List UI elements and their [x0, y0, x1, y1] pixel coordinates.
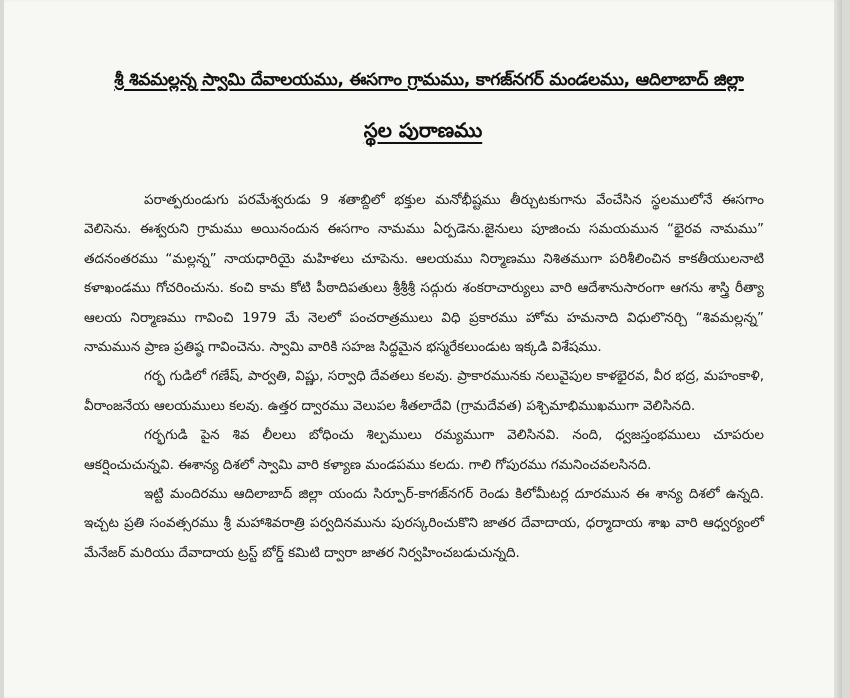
- temple-heading: శ్రీ శివమల్లన్న స్వామి దేవాలయము, ఈసగాం గ్రామము, కాగజ్‌నగర్ మండలము, ఆదిలాబాద్ జిల్లా: [114, 70, 744, 90]
- document-page: [4, 0, 842, 698]
- paragraph-1: పరాత్పరుండుగు పరమేశ్వరుడు 9 శతాబ్దిలో భక్తుల మనోభీష్టము తీర్చుటకుగాను వేంచేసిన స్థలములోనే ఈసగాం వెలిసెను. ఈశ్వరుని గ్రామము అయినందున ఈసగాం నామము ఏర్పడెను.జైనులు పూజించు సమయమున “భైరవ నామము” తదనంతరము “మల్లన్న” నాయధారియై మహిళలు చూపెను. ఆలయము నిర్మాణము నిశితముగా పరిశీలించిన కాకతీయులనాటి కళాఖండము గోచరించును. కంచి కామ కోటి పీఠాదిపతులు శ్రీశ్రీశ్రీ సద్గురు శంకరాచార్యులు వారి ఆదేశానుసారంగా ఆగను శాస్త్రి రీత్యా ఆలయ నిర్మాణము గావించి 1979 మే నెలలో పంచరాత్రములు విధి ప్రకారము హోమ హమనాది విధులొనర్చి “శివమల్లన్న” నామమున ప్రాణ ప్రతిష్ఠ గావించెను. స్వామి వారికి సహజ సిద్ధమైన భస్మరేకలుండుట ఇక్కడి విశేషము.: [84, 192, 764, 356]
- page-edge-shadow: [834, 0, 842, 698]
- paragraph-4: ఇట్టి మందిరము ఆదిలాబాద్ జిల్లా యందు సిర్పూర్-కాగజ్‌నగర్ రెండు కిలోమీటర్ల దూరమున ఈ శాన్య దిశలో ఉన్నది. ఇచ్చట ప్రతి సంవత్సరము శ్రీ మహాశివరాత్రి పర్వదినమును పురస్కరించుకొని జాతర దేవాదాయ, ధర్మాదాయ శాఖ వారి ఆధ్వర్యంలో మేనేజర్ మరియు దేవాదాయ ట్రస్ట్ బోర్డ్ కమిటి ద్వారా జాతర నిర్వహించబడుచున్నది.: [84, 486, 764, 561]
- page-title: స్థల పురాణము: [363, 118, 483, 142]
- paragraph-3: గర్భగుడి పైన శివ లీలలు బోధించు శిల్పములు రమ్యముగా వెలిసినవి. నంది, ధ్వజస్తంభములు చూపరుల ఆకర్షించుచున్నవి. ఈశాన్య దిశలో స్వామి వారి కళ్యాణ మండపము కలదు. గాలి గోపురము గమనించవలసినది.: [84, 427, 764, 473]
- document-body: [84, 186, 764, 568]
- paragraph-2: గర్భ గుడిలో గణేష్, పార్వతి, విష్ణు, సర్వాధి దేవతలు కలవు. ప్రాకారమునకు నలువైపుల కాళభైరవ, వీర భద్ర, మహంకాళి, వీరాంజనేయ ఆలయములు కలవు. ఉత్తర ద్వారము వెలుపల శీతలాదేవి (గ్రామదేవత) పశ్చిమాభిముఖముగా వెలిసినది.: [84, 368, 764, 414]
